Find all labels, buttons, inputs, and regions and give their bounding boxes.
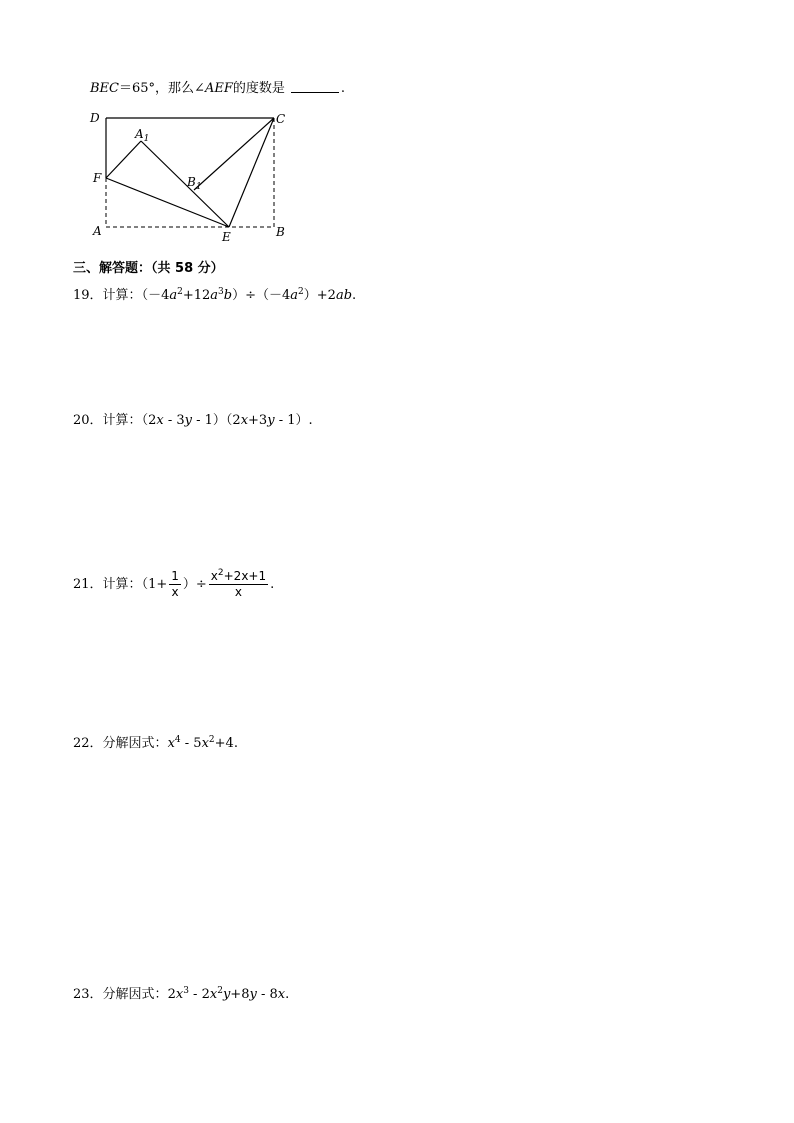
question-number: 23． [73, 987, 103, 1002]
connector-text: ，那么∠ [155, 81, 205, 96]
question-number: 20． [73, 413, 103, 428]
question-20: 20．计算：（2x - 3y - 1）（2x+3y - 1）. [73, 413, 313, 428]
question-number: 19． [73, 288, 103, 303]
question-18-tail [90, 81, 345, 97]
segment-fe [106, 178, 229, 227]
segment-ce [229, 118, 274, 227]
question-21: 21．计算：（1+ $\frac{1}{x}$ ）÷ $\frac{x^2+2x+1}{x}$ . [73, 568, 275, 599]
section-heading: 三、解答题：（共 58 分） [73, 261, 224, 276]
question-19: 19．计算：$(-4a^2+12a^3b)\div(-4a^2)+2ab$. [73, 287, 357, 303]
question-number: 22． [73, 736, 103, 751]
label-a1: $A_1$ [135, 127, 150, 144]
segment-a1e [141, 141, 229, 227]
question-23: 23．分解因式：$2x^3 - 2x^2y+8y - 8x$. [73, 986, 290, 1002]
angle-bec-name: BEC [90, 81, 119, 96]
label-a: A [93, 224, 102, 238]
target-angle-name: AEF [204, 81, 233, 96]
question-number: 21． [73, 577, 103, 592]
label-c: C [276, 112, 286, 126]
label-e: E [222, 230, 231, 244]
fraction-one-over-x: $\frac{1}{x}$ [171, 569, 179, 599]
question-prompt: 计算： [102, 288, 142, 303]
label-b1: $B_1$ [187, 175, 202, 192]
fraction-quadratic-over-x: $\frac{x^2+2x+1}{x}$ [210, 568, 267, 599]
label-f: F [93, 171, 102, 185]
label-d: D [90, 111, 100, 125]
question-prompt: 计算： [102, 413, 142, 428]
end-period: . [340, 81, 346, 96]
question-prompt: 分解因式： [102, 736, 168, 751]
label-b: B [276, 225, 285, 239]
answer-blank[interactable] [291, 82, 339, 93]
segment-cb1 [194, 118, 274, 190]
angle-bec-value: ＝65° [119, 81, 156, 96]
rectangle-fold-figure [80, 106, 300, 248]
question-22: 22．分解因式：$x^4 - 5x^2+4$. [73, 735, 238, 751]
suffix-text: 的度数是 [232, 81, 285, 96]
question-prompt: 计算： [102, 577, 142, 592]
segment-fa1 [106, 141, 141, 178]
question-prompt: 分解因式： [102, 987, 168, 1002]
